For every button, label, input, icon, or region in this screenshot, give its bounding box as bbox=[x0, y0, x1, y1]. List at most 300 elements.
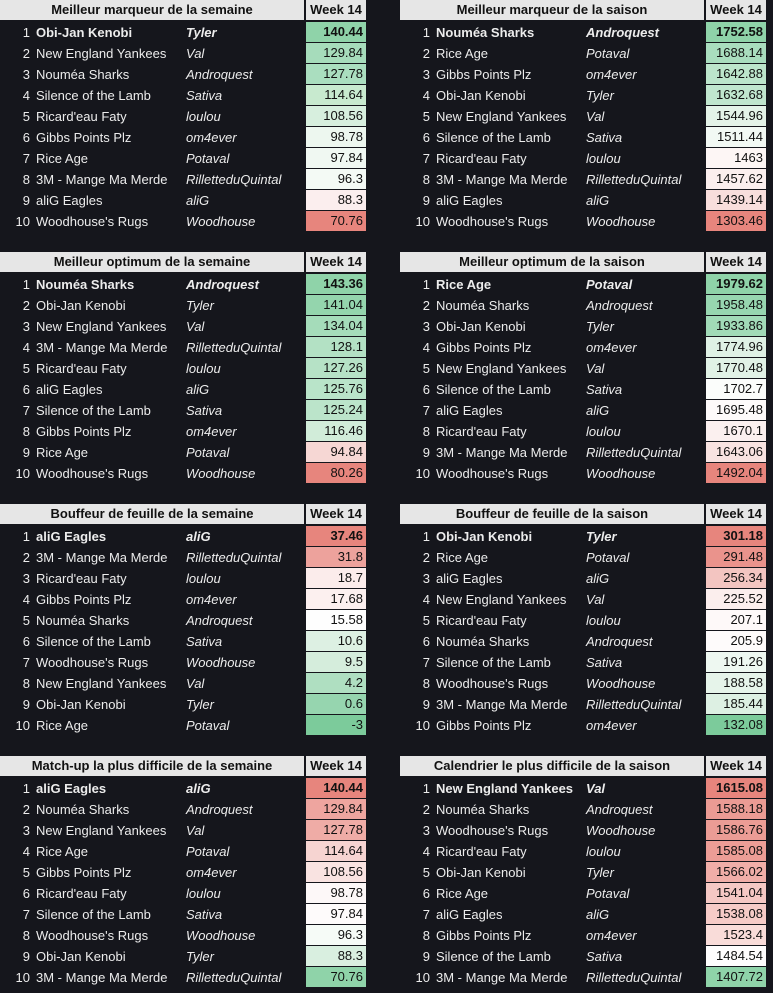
owner-name: Tyler bbox=[186, 25, 217, 40]
table-row bbox=[400, 883, 766, 904]
panel-title: Meilleur optimum de la semaine bbox=[0, 252, 304, 272]
table-row bbox=[400, 274, 766, 295]
owner-name: loulou bbox=[586, 613, 621, 628]
table-row bbox=[400, 127, 766, 148]
rank: 10 bbox=[15, 718, 30, 733]
score-value: 1615.08 bbox=[706, 778, 766, 798]
score-value: 1632.68 bbox=[706, 85, 766, 105]
owner-name: Potaval bbox=[586, 886, 630, 901]
owner-name: loulou bbox=[586, 844, 621, 859]
table-row bbox=[400, 526, 766, 547]
team-name: New England Yankees bbox=[36, 676, 167, 691]
score-value: 1492.04 bbox=[706, 463, 766, 483]
rank: 2 bbox=[22, 298, 30, 313]
owner-name: om4ever bbox=[186, 424, 237, 439]
score-value: 88.3 bbox=[306, 190, 366, 210]
rank: 9 bbox=[22, 697, 30, 712]
rank: 5 bbox=[422, 613, 430, 628]
table-row bbox=[400, 568, 766, 589]
rank: 3 bbox=[422, 571, 430, 586]
score-value: 141.04 bbox=[306, 295, 366, 315]
panel-header bbox=[0, 504, 366, 524]
table-row bbox=[0, 316, 366, 337]
score-value: 140.44 bbox=[306, 778, 366, 798]
team-name: 3M - Mange Ma Merde bbox=[36, 340, 168, 355]
table-row bbox=[0, 85, 366, 106]
table-row bbox=[400, 463, 766, 484]
rank: 8 bbox=[22, 676, 30, 691]
score-value: 129.84 bbox=[306, 799, 366, 819]
owner-name: RilletteduQuintal bbox=[186, 970, 282, 985]
owner-name: Val bbox=[586, 781, 606, 796]
owner-name: Androquest bbox=[586, 634, 653, 649]
table-row bbox=[0, 673, 366, 694]
score-value: 98.78 bbox=[306, 883, 366, 903]
team-name: New England Yankees bbox=[36, 823, 167, 838]
score-value: 97.84 bbox=[306, 904, 366, 924]
rank: 5 bbox=[22, 109, 30, 124]
rank: 8 bbox=[22, 172, 30, 187]
panel-title: Bouffeur de feuille de la saison bbox=[400, 504, 704, 524]
table-row bbox=[0, 22, 366, 43]
score-value: 108.56 bbox=[306, 106, 366, 126]
score-value: 94.84 bbox=[306, 442, 366, 462]
team-name: Obi-Jan Kenobi bbox=[36, 949, 126, 964]
team-name: Silence of the Lamb bbox=[36, 634, 151, 649]
owner-name: Androquest bbox=[586, 298, 653, 313]
team-name: New England Yankees bbox=[36, 46, 167, 61]
team-name: Obi-Jan Kenobi bbox=[436, 865, 526, 880]
team-name: Woodhouse's Rugs bbox=[36, 466, 149, 481]
rank: 9 bbox=[22, 445, 30, 460]
owner-name: Val bbox=[586, 361, 605, 376]
week-header: Week 14 bbox=[306, 252, 366, 272]
score-value: 1642.88 bbox=[706, 64, 766, 84]
table-row bbox=[0, 190, 366, 211]
team-name: Woodhouse's Rugs bbox=[436, 466, 549, 481]
team-name: Obi-Jan Kenobi bbox=[36, 298, 126, 313]
team-name: Silence of the Lamb bbox=[436, 655, 551, 670]
owner-name: om4ever bbox=[186, 865, 237, 880]
team-name: Ricard'eau Faty bbox=[36, 109, 127, 124]
table-row bbox=[0, 967, 366, 988]
score-value: 128.1 bbox=[306, 337, 366, 357]
rank: 6 bbox=[22, 886, 30, 901]
table-row bbox=[400, 106, 766, 127]
score-value: 1484.54 bbox=[706, 946, 766, 966]
owner-name: Val bbox=[186, 319, 205, 334]
table-row bbox=[400, 841, 766, 862]
rank: 4 bbox=[22, 592, 30, 607]
rank: 1 bbox=[422, 529, 430, 544]
owner-name: Val bbox=[186, 823, 205, 838]
table-row bbox=[0, 631, 366, 652]
rank: 7 bbox=[422, 403, 430, 418]
score-value: 80.26 bbox=[306, 463, 366, 483]
owner-name: Androquest bbox=[186, 802, 253, 817]
owner-name: Val bbox=[586, 592, 605, 607]
team-name: Nouméa Sharks bbox=[436, 25, 535, 40]
team-name: New England Yankees bbox=[436, 781, 574, 796]
owner-name: Sativa bbox=[586, 949, 623, 964]
owner-name: RilletteduQuintal bbox=[186, 550, 282, 565]
score-value: 1585.08 bbox=[706, 841, 766, 861]
owner-name: om4ever bbox=[586, 928, 637, 943]
owner-name: loulou bbox=[586, 151, 621, 166]
rank: 1 bbox=[422, 781, 430, 796]
table-row bbox=[400, 43, 766, 64]
owner-name: Sativa bbox=[186, 403, 223, 418]
team-name: aliG Eagles bbox=[436, 403, 503, 418]
rank: 6 bbox=[422, 886, 430, 901]
panel-leaf-eater-week bbox=[0, 504, 366, 734]
owner-name: aliG bbox=[586, 193, 610, 208]
rank: 9 bbox=[22, 949, 30, 964]
rank: 1 bbox=[22, 529, 30, 544]
rank: 9 bbox=[422, 193, 430, 208]
team-name: Gibbs Points Plz bbox=[36, 424, 132, 439]
table-row bbox=[400, 421, 766, 442]
score-value: 1439.14 bbox=[706, 190, 766, 210]
team-name: aliG Eagles bbox=[36, 529, 107, 544]
panel-header bbox=[0, 756, 366, 776]
table-row bbox=[400, 820, 766, 841]
table-row bbox=[400, 316, 766, 337]
team-name: Ricard'eau Faty bbox=[36, 571, 127, 586]
owner-name: Woodhouse bbox=[186, 214, 256, 229]
rank: 7 bbox=[22, 907, 30, 922]
rank: 10 bbox=[15, 970, 30, 985]
team-name: Ricard'eau Faty bbox=[436, 424, 527, 439]
table-row bbox=[400, 904, 766, 925]
table-row bbox=[0, 799, 366, 820]
table-row bbox=[0, 946, 366, 967]
table-row bbox=[400, 925, 766, 946]
week-header: Week 14 bbox=[706, 756, 766, 776]
team-name: Obi-Jan Kenobi bbox=[436, 529, 533, 544]
panel-header bbox=[400, 252, 766, 272]
rank: 5 bbox=[22, 361, 30, 376]
team-name: Woodhouse's Rugs bbox=[436, 676, 549, 691]
score-value: 127.26 bbox=[306, 358, 366, 378]
owner-name: om4ever bbox=[586, 340, 637, 355]
owner-name: Woodhouse bbox=[586, 676, 656, 691]
owner-name: Androquest bbox=[586, 802, 653, 817]
owner-name: RilletteduQuintal bbox=[586, 172, 682, 187]
team-name: 3M - Mange Ma Merde bbox=[36, 550, 168, 565]
rank: 2 bbox=[422, 46, 430, 61]
score-value: 88.3 bbox=[306, 946, 366, 966]
owner-name: Sativa bbox=[186, 88, 223, 103]
team-name: Woodhouse's Rugs bbox=[436, 214, 549, 229]
rank: 9 bbox=[422, 697, 430, 712]
table-row bbox=[0, 274, 366, 295]
rank: 10 bbox=[415, 214, 430, 229]
rank: 5 bbox=[422, 361, 430, 376]
score-value: 256.34 bbox=[706, 568, 766, 588]
rank: 8 bbox=[422, 676, 430, 691]
team-name: 3M - Mange Ma Merde bbox=[436, 970, 568, 985]
rank: 7 bbox=[22, 655, 30, 670]
table-row bbox=[0, 694, 366, 715]
score-value: 185.44 bbox=[706, 694, 766, 714]
team-name: Silence of the Lamb bbox=[436, 382, 551, 397]
rank: 1 bbox=[422, 277, 430, 292]
team-name: aliG Eagles bbox=[36, 193, 103, 208]
owner-name: Tyler bbox=[586, 529, 617, 544]
team-name: Ricard'eau Faty bbox=[36, 361, 127, 376]
owner-name: om4ever bbox=[186, 592, 237, 607]
owner-name: Potaval bbox=[586, 46, 630, 61]
team-name: Obi-Jan Kenobi bbox=[436, 319, 526, 334]
score-value: 1463 bbox=[706, 148, 766, 168]
score-value: 301.18 bbox=[706, 526, 766, 546]
owner-name: Val bbox=[186, 676, 205, 691]
panel-hardest-schedule-season bbox=[400, 756, 766, 986]
score-value: 116.46 bbox=[306, 421, 366, 441]
owner-name: Tyler bbox=[586, 865, 614, 880]
table-row bbox=[0, 379, 366, 400]
owner-name: RilletteduQuintal bbox=[586, 445, 682, 460]
team-name: aliG Eagles bbox=[36, 781, 107, 796]
score-value: 291.48 bbox=[706, 547, 766, 567]
team-name: New England Yankees bbox=[436, 592, 567, 607]
table-row bbox=[0, 715, 366, 736]
table-row bbox=[400, 778, 766, 799]
rank: 10 bbox=[15, 466, 30, 481]
owner-name: aliG bbox=[586, 907, 610, 922]
owner-name: Woodhouse bbox=[586, 466, 656, 481]
table-row bbox=[400, 694, 766, 715]
owner-name: Woodhouse bbox=[586, 214, 656, 229]
table-row bbox=[0, 64, 366, 85]
score-value: 1933.86 bbox=[706, 316, 766, 336]
rank: 8 bbox=[22, 928, 30, 943]
owner-name: Sativa bbox=[586, 655, 623, 670]
rank: 10 bbox=[15, 214, 30, 229]
team-name: Gibbs Points Plz bbox=[436, 718, 532, 733]
score-value: 225.52 bbox=[706, 589, 766, 609]
score-value: 15.58 bbox=[306, 610, 366, 630]
score-value: 143.36 bbox=[306, 274, 366, 294]
panel-title: Calendrier le plus difficile de la saison bbox=[400, 756, 704, 776]
team-name: Woodhouse's Rugs bbox=[36, 928, 149, 943]
table-row bbox=[0, 106, 366, 127]
week-header: Week 14 bbox=[306, 504, 366, 524]
score-value: 1752.58 bbox=[706, 22, 766, 42]
owner-name: Potaval bbox=[186, 718, 230, 733]
score-value: 1566.02 bbox=[706, 862, 766, 882]
team-name: 3M - Mange Ma Merde bbox=[436, 445, 568, 460]
panel-title: Meilleur optimum de la saison bbox=[400, 252, 704, 272]
panel-top-scorer-season bbox=[400, 0, 766, 230]
score-value: 125.76 bbox=[306, 379, 366, 399]
team-name: 3M - Mange Ma Merde bbox=[36, 172, 168, 187]
team-name: Ricard'eau Faty bbox=[436, 151, 527, 166]
table-row bbox=[400, 547, 766, 568]
team-name: Gibbs Points Plz bbox=[36, 592, 132, 607]
rank: 7 bbox=[422, 655, 430, 670]
team-name: Nouméa Sharks bbox=[436, 802, 530, 817]
owner-name: RilletteduQuintal bbox=[186, 172, 282, 187]
score-value: 108.56 bbox=[306, 862, 366, 882]
table-row bbox=[0, 127, 366, 148]
score-value: 96.3 bbox=[306, 925, 366, 945]
score-value: 70.76 bbox=[306, 967, 366, 987]
score-value: 9.5 bbox=[306, 652, 366, 672]
table-row bbox=[400, 22, 766, 43]
panel-best-optimum-week bbox=[0, 252, 366, 482]
owner-name: loulou bbox=[186, 361, 221, 376]
score-value: 1588.18 bbox=[706, 799, 766, 819]
team-name: Rice Age bbox=[36, 718, 89, 733]
table-row bbox=[400, 442, 766, 463]
score-value: -3 bbox=[306, 715, 366, 735]
score-value: 1958.48 bbox=[706, 295, 766, 315]
owner-name: Tyler bbox=[186, 697, 214, 712]
table-row bbox=[400, 589, 766, 610]
table-row bbox=[0, 883, 366, 904]
rank: 6 bbox=[422, 634, 430, 649]
team-name: Gibbs Points Plz bbox=[436, 67, 532, 82]
rank: 4 bbox=[422, 592, 430, 607]
owner-name: Woodhouse bbox=[186, 928, 256, 943]
team-name: Woodhouse's Rugs bbox=[436, 823, 549, 838]
owner-name: aliG bbox=[586, 571, 610, 586]
score-value: 1303.46 bbox=[706, 211, 766, 231]
panel-title: Meilleur marqueur de la saison bbox=[400, 0, 704, 20]
rank: 3 bbox=[22, 823, 30, 838]
score-value: 205.9 bbox=[706, 631, 766, 651]
owner-name: om4ever bbox=[586, 67, 637, 82]
score-value: 1407.72 bbox=[706, 967, 766, 987]
rank: 4 bbox=[422, 844, 430, 859]
table-row bbox=[400, 169, 766, 190]
week-header: Week 14 bbox=[706, 0, 766, 20]
rank: 2 bbox=[422, 550, 430, 565]
score-value: 17.68 bbox=[306, 589, 366, 609]
owner-name: loulou bbox=[186, 109, 221, 124]
owner-name: om4ever bbox=[186, 130, 237, 145]
team-name: Rice Age bbox=[436, 550, 489, 565]
table-row bbox=[0, 43, 366, 64]
table-row bbox=[400, 400, 766, 421]
score-value: 207.1 bbox=[706, 610, 766, 630]
rank: 4 bbox=[22, 88, 30, 103]
team-name: Rice Age bbox=[36, 445, 89, 460]
panel-hardest-matchup-week bbox=[0, 756, 366, 986]
team-name: Nouméa Sharks bbox=[36, 613, 130, 628]
team-name: Ricard'eau Faty bbox=[36, 886, 127, 901]
team-name: New England Yankees bbox=[436, 361, 567, 376]
rank: 5 bbox=[422, 109, 430, 124]
table-row bbox=[0, 169, 366, 190]
table-row bbox=[0, 442, 366, 463]
panel-title: Bouffeur de feuille de la semaine bbox=[0, 504, 304, 524]
score-value: 1979.62 bbox=[706, 274, 766, 294]
team-name: Ricard'eau Faty bbox=[436, 613, 527, 628]
team-name: Obi-Jan Kenobi bbox=[436, 88, 526, 103]
score-value: 97.84 bbox=[306, 148, 366, 168]
panel-leaf-eater-season bbox=[400, 504, 766, 734]
score-value: 1544.96 bbox=[706, 106, 766, 126]
rank: 9 bbox=[422, 445, 430, 460]
team-name: Nouméa Sharks bbox=[36, 277, 135, 292]
score-value: 0.6 bbox=[306, 694, 366, 714]
team-name: aliG Eagles bbox=[436, 571, 503, 586]
rank: 8 bbox=[422, 928, 430, 943]
table-row bbox=[400, 631, 766, 652]
rank: 1 bbox=[22, 25, 30, 40]
team-name: Silence of the Lamb bbox=[36, 88, 151, 103]
team-name: 3M - Mange Ma Merde bbox=[436, 172, 568, 187]
rank: 7 bbox=[22, 403, 30, 418]
table-row bbox=[0, 547, 366, 568]
rank: 2 bbox=[22, 802, 30, 817]
team-name: Gibbs Points Plz bbox=[436, 928, 532, 943]
score-value: 1586.76 bbox=[706, 820, 766, 840]
table-row bbox=[400, 673, 766, 694]
rank: 4 bbox=[422, 340, 430, 355]
rank: 8 bbox=[22, 424, 30, 439]
week-header: Week 14 bbox=[306, 0, 366, 20]
team-name: Woodhouse's Rugs bbox=[36, 655, 149, 670]
rank: 10 bbox=[415, 970, 430, 985]
rank: 6 bbox=[422, 382, 430, 397]
team-name: Rice Age bbox=[36, 844, 89, 859]
score-value: 37.46 bbox=[306, 526, 366, 546]
team-name: New England Yankees bbox=[436, 109, 567, 124]
owner-name: Woodhouse bbox=[186, 655, 256, 670]
score-value: 1511.44 bbox=[706, 127, 766, 147]
owner-name: om4ever bbox=[586, 718, 637, 733]
owner-name: loulou bbox=[186, 571, 221, 586]
rank: 6 bbox=[422, 130, 430, 145]
owner-name: Sativa bbox=[586, 382, 623, 397]
owner-name: Tyler bbox=[586, 88, 614, 103]
team-name: aliG Eagles bbox=[436, 907, 503, 922]
score-value: 1688.14 bbox=[706, 43, 766, 63]
score-value: 125.24 bbox=[306, 400, 366, 420]
rank: 6 bbox=[22, 382, 30, 397]
table-row bbox=[0, 568, 366, 589]
rank: 4 bbox=[22, 844, 30, 859]
table-row bbox=[400, 358, 766, 379]
table-row bbox=[400, 379, 766, 400]
rank: 4 bbox=[422, 88, 430, 103]
rank: 5 bbox=[22, 865, 30, 880]
score-value: 98.78 bbox=[306, 127, 366, 147]
rank: 9 bbox=[22, 193, 30, 208]
table-row bbox=[0, 295, 366, 316]
table-row bbox=[0, 925, 366, 946]
panel-title: Meilleur marqueur de la semaine bbox=[0, 0, 304, 20]
table-row bbox=[400, 610, 766, 631]
table-row bbox=[400, 85, 766, 106]
owner-name: Potaval bbox=[586, 550, 630, 565]
score-value: 127.78 bbox=[306, 64, 366, 84]
table-row bbox=[0, 778, 366, 799]
table-row bbox=[0, 463, 366, 484]
score-value: 114.64 bbox=[306, 85, 366, 105]
rank: 8 bbox=[422, 172, 430, 187]
table-row bbox=[400, 190, 766, 211]
panel-header bbox=[400, 504, 766, 524]
team-name: Rice Age bbox=[436, 886, 489, 901]
owner-name: aliG bbox=[186, 529, 211, 544]
table-row bbox=[0, 211, 366, 232]
rank: 8 bbox=[422, 424, 430, 439]
